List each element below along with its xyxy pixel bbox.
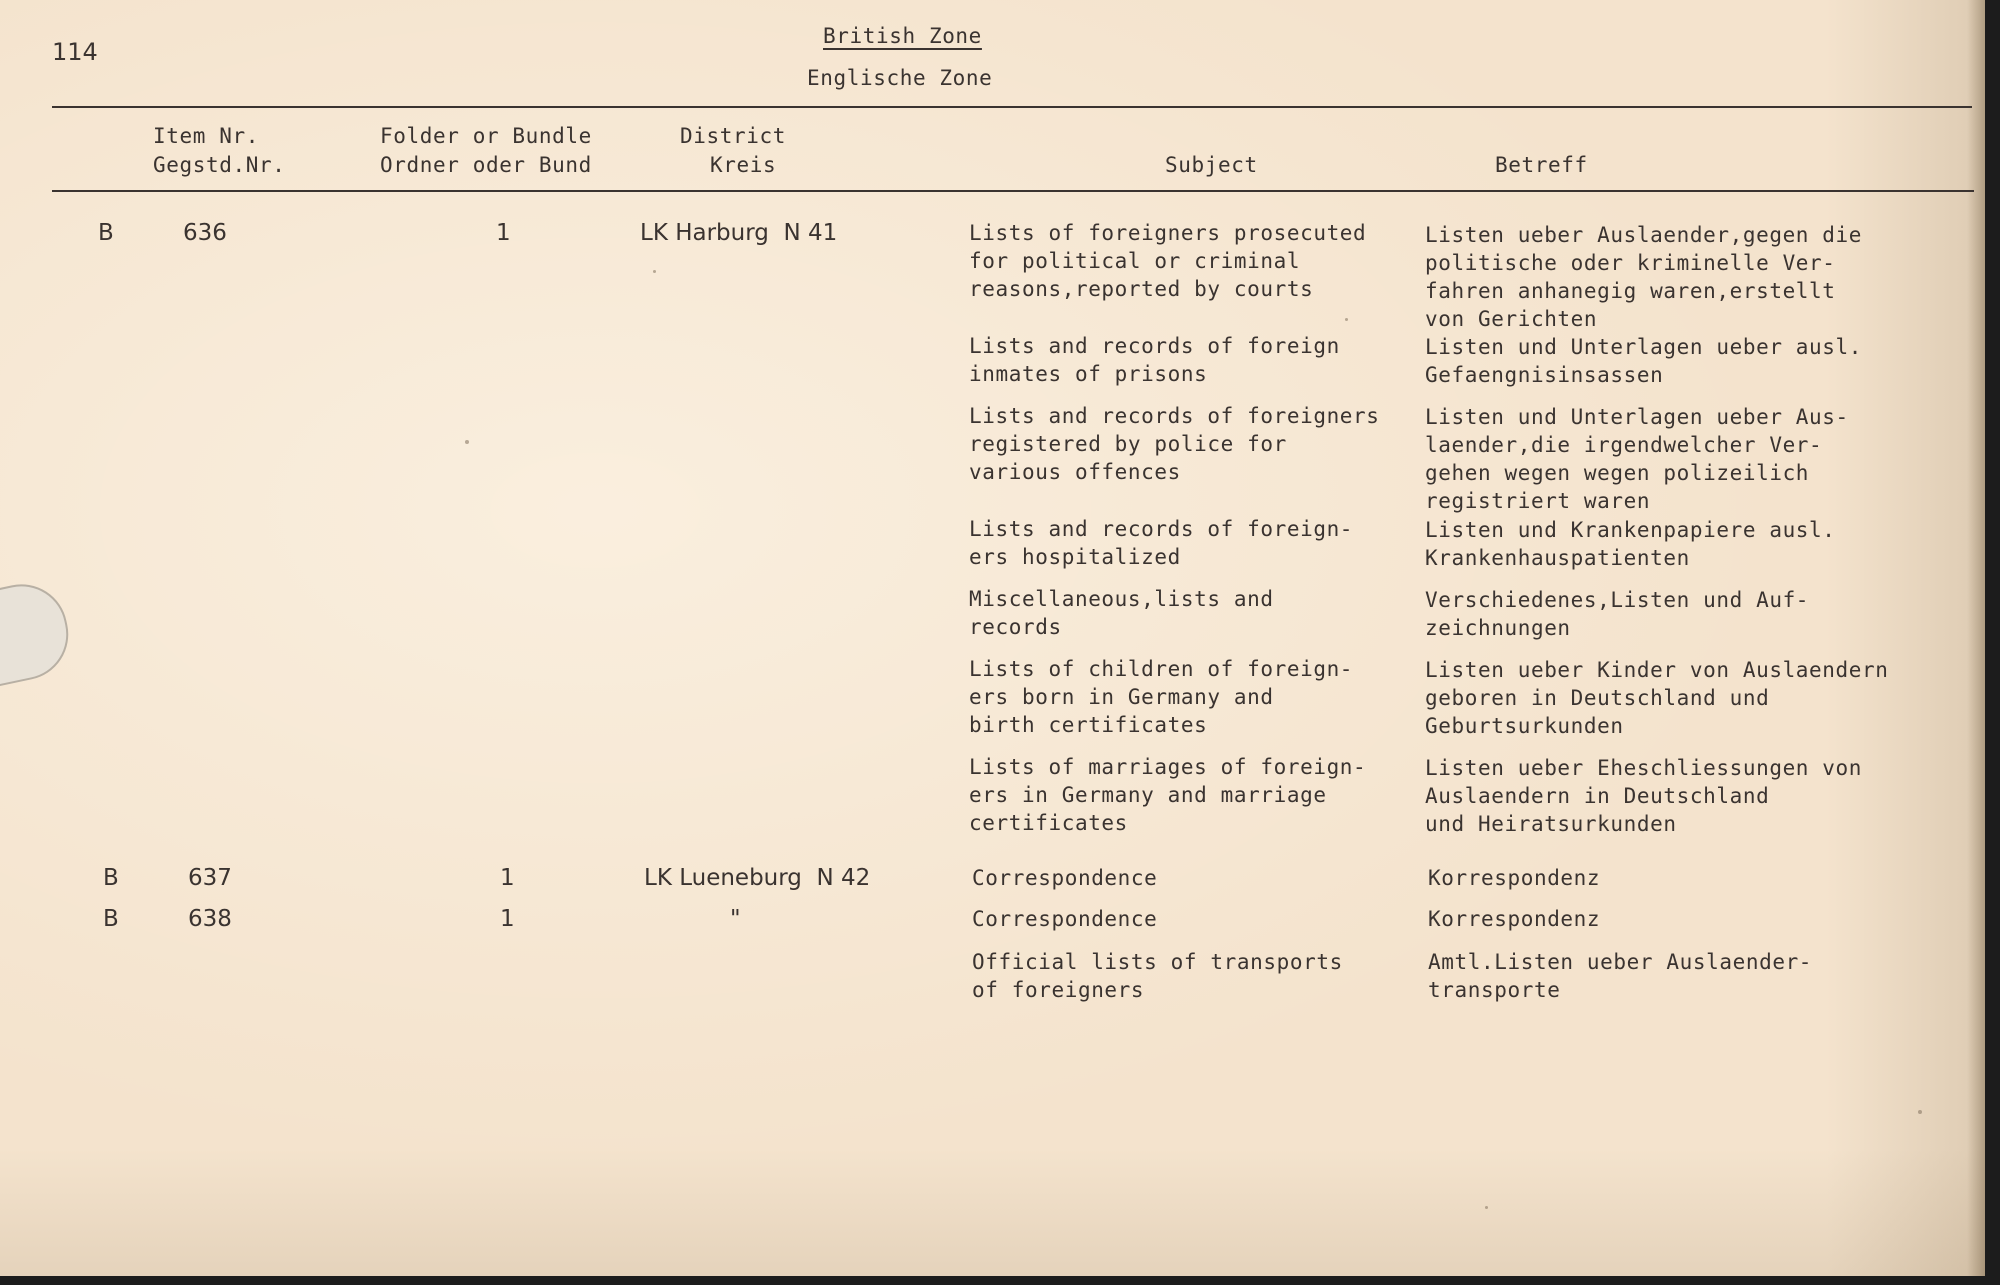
subject-line: various offences (969, 460, 1181, 484)
betreff-line: registriert waren (1425, 489, 1651, 513)
betreff-line: Listen ueber Kinder von Auslaendern (1425, 658, 1889, 682)
betreff-line: Listen ueber Eheschliessungen von (1425, 756, 1863, 780)
subject-line: Official lists of transports (972, 950, 1343, 974)
subject-line: Lists of marriages of foreign- (969, 755, 1367, 779)
paper-speck (1918, 1110, 1922, 1114)
subject-line: Correspondence (972, 907, 1158, 931)
betreff-line: Auslaendern in Deutschland (1425, 784, 1770, 808)
betreff-line: Verschiedenes,Listen und Auf- (1425, 588, 1810, 612)
header-bottom-rule (52, 190, 1974, 192)
betreff-line: Korrespondenz (1428, 866, 1601, 890)
subject-line: Correspondence (972, 866, 1158, 890)
series-letter: B (103, 906, 119, 932)
subject-line: Lists and records of foreign (969, 334, 1340, 358)
item-number: 637 (188, 865, 232, 891)
column-header-district-de: Kreis (710, 153, 777, 177)
subject-line: Lists and records of foreigners (969, 404, 1380, 428)
item-number: 636 (183, 220, 227, 246)
betreff-line: politische oder kriminelle Ver- (1425, 251, 1836, 275)
subject-line: for political or criminal (969, 249, 1301, 273)
betreff-line: Krankenhauspatienten (1425, 546, 1690, 570)
series-letter: B (103, 865, 119, 891)
subject-line: registered by police for (969, 432, 1287, 456)
betreff-line: und Heiratsurkunden (1425, 812, 1677, 836)
item-number: 638 (188, 906, 232, 932)
betreff-line: Listen und Unterlagen ueber ausl. (1425, 335, 1863, 359)
subject-line: Miscellaneous,lists and (969, 587, 1274, 611)
header-top-rule (52, 106, 1972, 108)
index-tab (0, 576, 77, 692)
betreff-line: fahren anhanegig waren,erstellt (1425, 279, 1836, 303)
betreff-line: Gefaengnisinsassen (1425, 363, 1664, 387)
paper-speck (1485, 1206, 1488, 1209)
page-subtitle: Englische Zone (807, 66, 993, 90)
betreff-line: geboren in Deutschland und (1425, 686, 1770, 710)
column-header-folder-de: Ordner oder Bund (380, 153, 592, 177)
folder-count: 1 (496, 220, 511, 246)
betreff-line: Listen und Krankenpapiere ausl. (1425, 518, 1836, 542)
district-ditto-mark: " (730, 906, 741, 932)
subject-line: records (969, 615, 1062, 639)
folder-count: 1 (500, 906, 515, 932)
district: LK Harburg N 41 (640, 220, 838, 246)
column-header-district-en: District (680, 124, 786, 148)
page-number: 114 (52, 38, 98, 66)
betreff-line: gehen wegen wegen polizeilich (1425, 461, 1810, 485)
betreff-line: von Gerichten (1425, 307, 1598, 331)
column-header-folder-en: Folder or Bundle (380, 124, 592, 148)
subject-line: ers in Germany and marriage (969, 783, 1327, 807)
column-header-item-en: Item Nr. (153, 124, 259, 148)
column-header-item-de: Gegstd.Nr. (153, 153, 286, 177)
folder-count: 1 (500, 865, 515, 891)
betreff-line: laender,die irgendwelcher Ver- (1425, 433, 1823, 457)
betreff-line: Listen und Unterlagen ueber Aus- (1425, 405, 1849, 429)
subject-line: of foreigners (972, 978, 1145, 1002)
subject-line: ers hospitalized (969, 545, 1181, 569)
subject-line: birth certificates (969, 713, 1208, 737)
column-header-subject: Subject (1165, 153, 1258, 177)
betreff-line: Listen ueber Auslaender,gegen die (1425, 223, 1863, 247)
subject-line: certificates (969, 811, 1128, 835)
subject-line: inmates of prisons (969, 362, 1208, 386)
paper-speck (465, 440, 469, 444)
betreff-line: Korrespondenz (1428, 907, 1601, 931)
column-header-betreff: Betreff (1495, 153, 1588, 177)
betreff-line: Amtl.Listen ueber Auslaender- (1428, 950, 1813, 974)
betreff-line: transporte (1428, 978, 1561, 1002)
betreff-line: zeichnungen (1425, 616, 1571, 640)
paper-speck (653, 270, 656, 273)
series-letter: B (98, 220, 114, 246)
paper-speck (1345, 318, 1348, 321)
betreff-line: Geburtsurkunden (1425, 714, 1624, 738)
district: LK Lueneburg N 42 (644, 865, 871, 891)
subject-line: Lists of children of foreign- (969, 657, 1354, 681)
subject-line: ers born in Germany and (969, 685, 1274, 709)
subject-line: Lists and records of foreign- (969, 517, 1354, 541)
subject-line: reasons,reported by courts (969, 277, 1314, 301)
subject-line: Lists of foreigners prosecuted (969, 221, 1367, 245)
page-title: British Zone (823, 24, 982, 48)
